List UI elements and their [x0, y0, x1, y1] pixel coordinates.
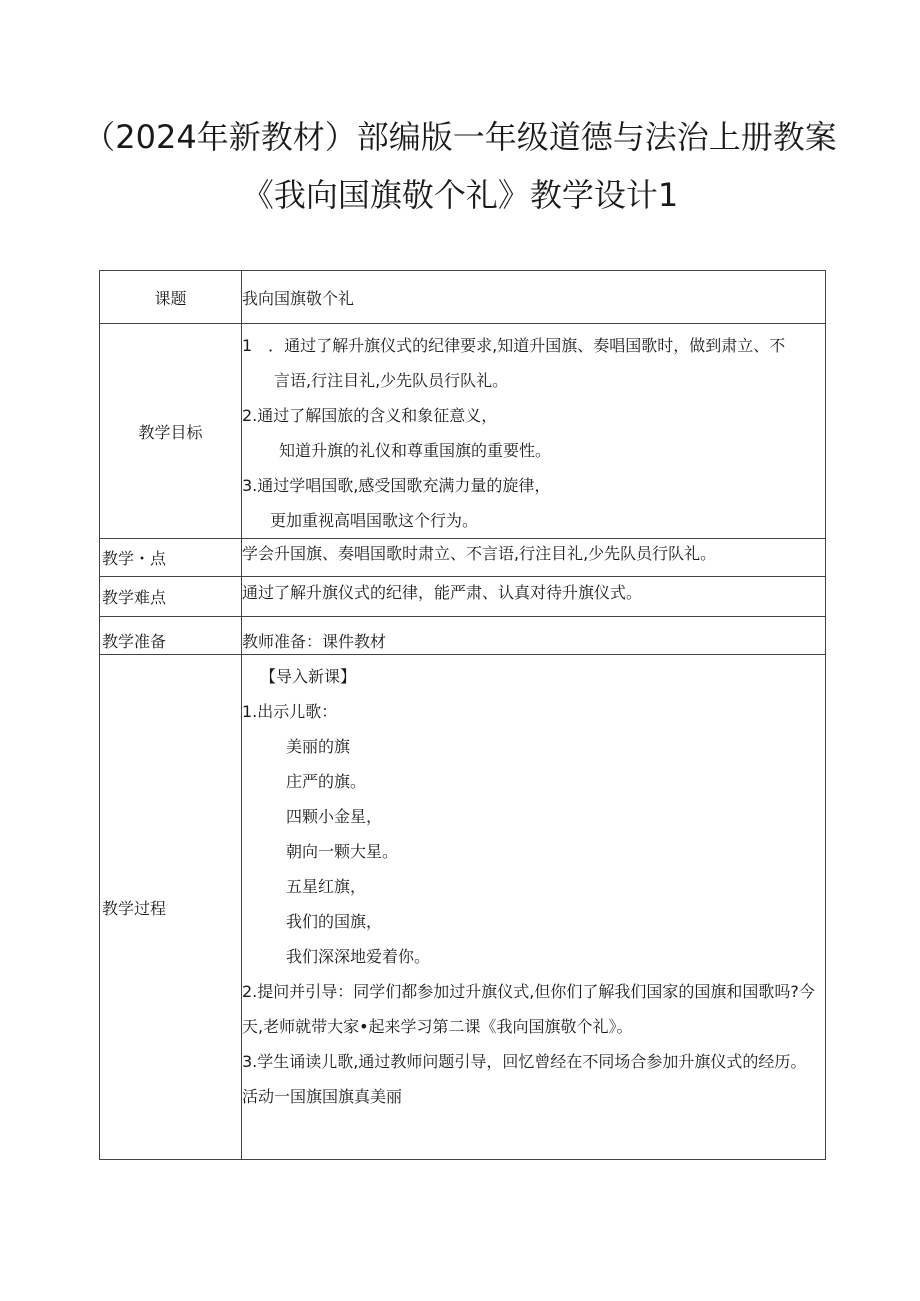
row-difficulty [100, 577, 826, 617]
row-prep [100, 617, 826, 655]
poem-line: 五星红旗， [286, 877, 367, 896]
poem-line: 我们的国旗， [286, 912, 383, 931]
goal-line: 2.通过了解国旅的含义和象征意义， [242, 406, 498, 425]
row-topic [100, 271, 826, 324]
label-topic: 课题 [100, 271, 242, 324]
poem-line: 四颗小金星， [286, 807, 383, 826]
value-difficulty: 通过了解升旗仪式的纪律，能严肃、认真对待升旗仪式。 [242, 577, 826, 617]
section-heading: 【导入新课】 [260, 667, 357, 686]
row-goals [100, 324, 826, 539]
lesson-plan-table [99, 270, 826, 1160]
poem-line: 我们深深地爱着你。 [286, 947, 431, 966]
value-prep: 教师准备：课件教材 [242, 617, 826, 655]
value-process [242, 655, 826, 1160]
process-step: 3.学生诵读儿歌,通过教师问题引导，回忆曾经在不同场合参加升旗仪式的经历。 [242, 1052, 807, 1071]
process-step: 1.出示儿歌： [242, 702, 338, 721]
document-subtitle: 《我向国旗敬个礼》教学设计1 [241, 176, 679, 214]
poem-line: 美丽的旗 [286, 737, 351, 756]
poem-line: 朝向一颗大星。 [286, 842, 399, 861]
goal-line: 3.通过学唱国歌,感受国歌充满力量的旋律， [242, 476, 551, 495]
value-keypoint: 学会升国旗、奏唱国歌时肃立、不言语,行注目礼,少先队员行队礼。 [242, 539, 826, 577]
label-prep: 教学准备 [100, 617, 242, 655]
value-topic: 我向国旗敬个礼 [242, 271, 826, 324]
label-keypoint: 教学・点 [100, 539, 242, 577]
label-difficulty: 教学难点 [100, 577, 242, 617]
document-title: （2024年新教材）部编版一年级道德与法治上册教案 [83, 118, 837, 156]
goal-line: 1 ．通过了解升旗仪式的纪律要求,知道升国旗、奏唱国歌时，做到肃立、不 [242, 336, 786, 355]
row-process [100, 655, 826, 1160]
goal-line: 知道升旗的礼仪和尊重国旗的重要性。 [279, 441, 552, 460]
value-goals [242, 324, 826, 539]
label-goals: 教学目标 [100, 324, 242, 539]
row-keypoint [100, 539, 826, 577]
goal-line: 更加重视高唱国歌这个行为。 [270, 511, 479, 530]
goal-line: 言语,行注目礼,少先队员行队礼。 [274, 371, 509, 390]
poem-line: 庄严的旗。 [286, 772, 367, 791]
process-step: 2.提问并引导：同学们都参加过升旗仪式,但你们了解我们国家的国旗和国歌吗?今天,老师就带大家•起来学习第二课《我向国旗敬个礼》。 [242, 982, 815, 1036]
activity-title: 活动一国旗国旗真美丽 [242, 1087, 403, 1106]
label-process: 教学过程 [100, 655, 242, 1160]
